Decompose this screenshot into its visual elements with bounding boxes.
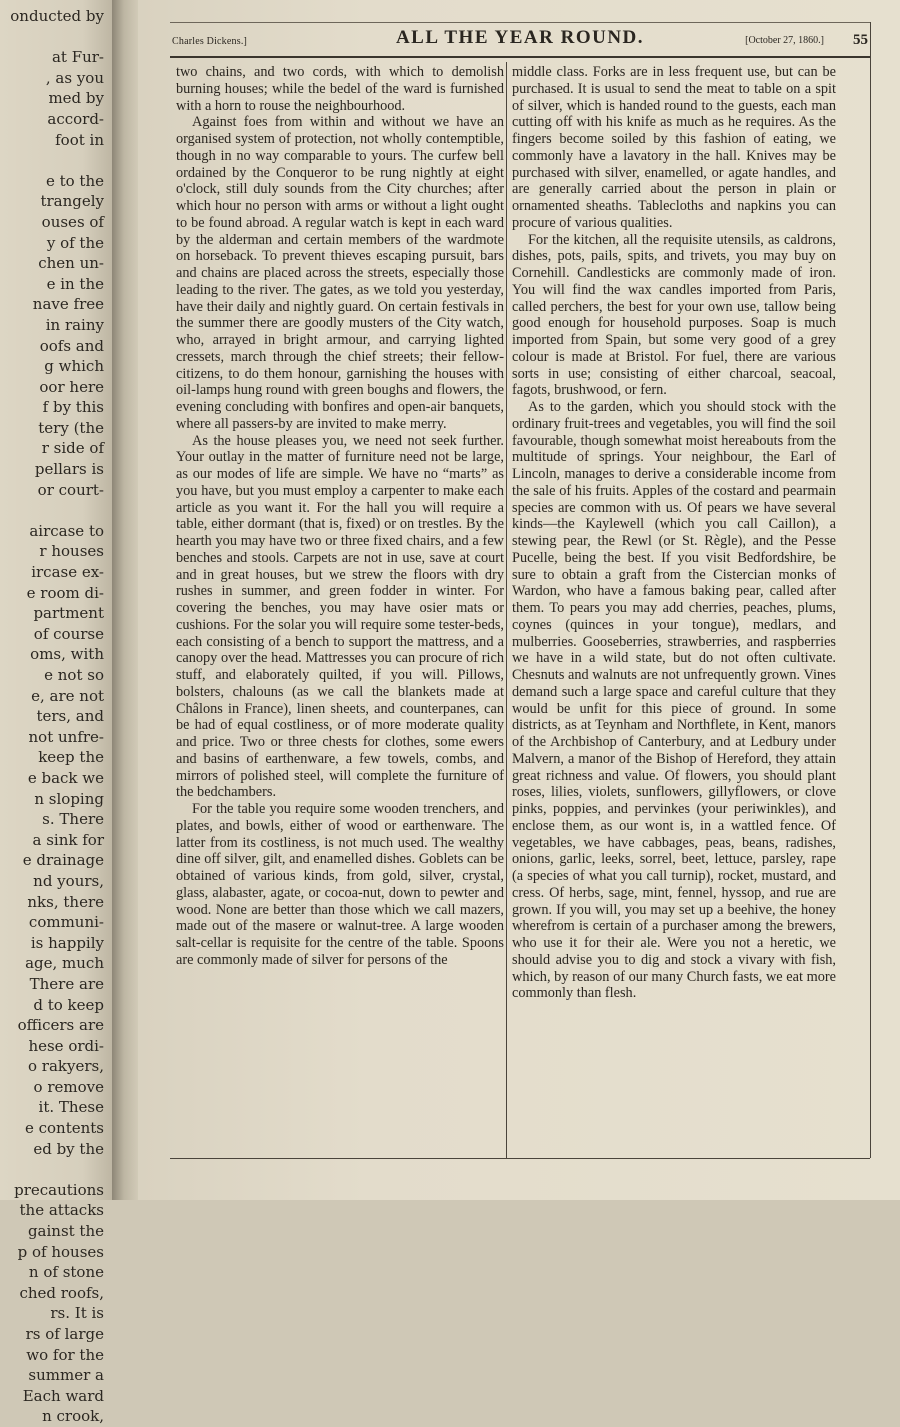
journal-title: ALL THE YEAR ROUND. bbox=[395, 27, 645, 48]
facing-page-line: onducted by bbox=[10, 7, 104, 25]
facing-page-line bbox=[0, 27, 104, 48]
facing-page-line: e not so bbox=[44, 666, 104, 684]
facing-page-line: at Fur- bbox=[51, 48, 104, 67]
facing-page-line: not unfre- bbox=[28, 727, 104, 746]
paragraph: For the kitchen, all the requisite utensils, as caldrons, dishes, pots, pails, spits, and trivets, you may buy on Cornehill. Candlesticks are commonly made of iron. You will find the wax candles imported from Paris, called perchers, the best for your own use, tallow being good enough for household purposes. Soap is much imported from Spain, but some very good of a grey colour is made at Bristol. For fuel, there are various sorts in use; consisting of either charcoal, seacoal, fagots, brushwood, or fern. bbox=[512, 231, 836, 399]
facing-page-line: aircase to bbox=[29, 521, 104, 540]
paragraph: Against foes from within and without we have an organised system of protection, not wholly contemptible, though in no way comparable to yours. The curfew bell ordained by the Conqueror to be rung nightly at eight o'clock, still duly sounds from the City churches; after which hour no person with arms or without a light ought to be found abroad. A regular watch is kept in each ward by the alderman and certain members of the wardmote on horseback. To prevent thieves escaping pursuit, bars and chains are placed across the streets, especially those leading to the river. The gates, as we told you yesterday, have their daily and nightly guard. On certain festivals in the summer there are goodly musters of the City watch, who, arrayed in bright armour, and carrying lighted cressets, march through the chief streets; their fellow-citizens, to do them honour, garnishing the houses with oil-lamps hung round with green boughs and flowers, the evening concluding with bonfires and open-air banquets, where all passers-by are invited to make merry. bbox=[176, 114, 504, 432]
facing-page-line: nks, there bbox=[27, 892, 104, 911]
facing-page-line: e drainage bbox=[22, 851, 104, 870]
facing-page-line: foot in bbox=[55, 130, 104, 149]
facing-page-line: e to the bbox=[45, 171, 104, 190]
facing-page-line: communi- bbox=[28, 913, 104, 932]
facing-page-line: of course bbox=[33, 624, 104, 643]
facing-page-line: keep the bbox=[38, 748, 104, 767]
facing-page-line: rs. It is bbox=[50, 1304, 104, 1323]
paragraph: two chains, and two cords, with which to demolish burning houses; while the bedel of the ward is furnished with a horn to rouse the neighbourhood. bbox=[176, 64, 504, 114]
book-page bbox=[138, 0, 900, 1200]
paragraph: For the table you require some wooden trenchers, and plates, and bowls, either of wood or earthenware. The latter from its costliness, is not much used. The wealthy dine off silver, gilt, and enamelled dishes. Goblets can be obtained of various kinds, from gold, silver, crystal, glass, alabaster, agate, or cocoa-nut, down to pewter and wood. None are better than those which we call mazers, made out of the masere or walnut-tree. A large wooden salt-cellar is requisite for the centre of the table. Spoons are commonly made of silver for persons of the bbox=[176, 801, 504, 968]
facing-page-line: e, are not bbox=[31, 686, 104, 705]
paragraph: middle class. Forks are in less frequent use, but can be purchased. It is usual to send the meat to table on a spit of silver, which is handed round to the guests, each man cutting off with his knife as much as he requires. As the fingers become soiled by this fashion of eating, we commonly have a lavatory in the hall. Knives may be purchased with silver, enamelled, or agate handles, and are generally carried about the person in plain or ornamented sheaths. Tablecloths and napkins you can procure of various qualities. bbox=[512, 64, 836, 231]
paragraph: As the house pleases you, we need not seek further. Your outlay in the matter of furniture need not be large, as our modes of life are simple. We have no “marts” as you have, but you must employ a carpenter to make each article as you want it. For the hall you will require a table, either dormant (that is, fixed) or on trestles. By the hearth you may have two or three fixed chairs, and a few benches and stools. Carpets are not in use, save at court and in great houses, but we strew the floors with dry rushes in summer, and green fodder in winter. For covering the benches, you may have osier mats or cushions. For the solar you will require some tester-beds, each consisting of a bench to support the mattress, and a canopy over the head. Mattresses you can procure of rich stuff, and elaborately quilted, if you will. Pillows, bolsters, chalouns (as we call the blankets made at Châlons in France), linen sheets, and counterpanes, can be had of equal costliness, or of more moderate quality and price. Two or three chests for clothes, some ewers and basins of earthenware, a few towels, combs, and mirrors of polished steel, will complete the furniture of the bedchambers. bbox=[176, 432, 504, 801]
facing-page-line: r houses bbox=[39, 542, 104, 561]
facing-page-line: There are bbox=[29, 974, 104, 993]
facing-page-line: e room di- bbox=[26, 583, 104, 602]
facing-page-line: ircase ex- bbox=[31, 563, 104, 582]
facing-page-line: o remove bbox=[33, 1077, 104, 1096]
facing-page-line: , as you bbox=[45, 68, 104, 87]
header-rule bbox=[170, 22, 870, 23]
facing-page-line: hese ordi- bbox=[28, 1036, 104, 1055]
facing-page-line bbox=[0, 500, 104, 521]
facing-page-line: pellars is bbox=[34, 460, 104, 479]
facing-page-line: e in the bbox=[46, 274, 104, 293]
facing-page-line: chen un- bbox=[38, 254, 104, 273]
facing-page-line: is happily bbox=[30, 933, 104, 952]
facing-page-line: ched roofs, bbox=[19, 1283, 104, 1302]
facing-page-line: p of houses bbox=[17, 1242, 104, 1261]
facing-page-line: oor here bbox=[39, 377, 104, 396]
facing-page-text bbox=[0, 6, 104, 1427]
bottom-rule bbox=[170, 1158, 870, 1159]
column-divider bbox=[506, 62, 507, 1158]
facing-page-line: partment bbox=[33, 604, 104, 623]
facing-page-line: n sloping bbox=[34, 789, 104, 808]
page-number: 55 bbox=[853, 32, 868, 48]
facing-page-line bbox=[0, 1159, 104, 1180]
facing-page-line: trangely bbox=[40, 192, 104, 211]
facing-page-line: oms, with bbox=[30, 645, 104, 664]
facing-page-line: ed by the bbox=[33, 1139, 104, 1158]
header-date: [October 27, 1860.] bbox=[745, 35, 824, 46]
facing-page-line: n crook, bbox=[42, 1407, 104, 1426]
facing-page-line: d to keep bbox=[33, 995, 104, 1014]
facing-page-line: oofs and bbox=[39, 336, 104, 355]
facing-page-line: or court- bbox=[37, 480, 104, 499]
facing-page-line: in rainy bbox=[45, 315, 104, 334]
facing-page-line: the attacks bbox=[19, 1201, 104, 1220]
facing-page-line: accord- bbox=[47, 109, 104, 128]
facing-page-line: a sink for bbox=[32, 830, 104, 849]
facing-page-line: f by this bbox=[42, 398, 104, 417]
paragraph: As to the garden, which you should stock with the ordinary fruit-trees and vegetables, you will find the soil favourable, though somewhat moist hereabouts from the multitude of springs. Your neighbour, the Earl of Lincoln, manages to derive a considerable income from the sale of his fruits. Apples of the costard and pearmain species are common with us. Of pears we have several kinds—the Kaylewell (which you call Caillon), a stewing pear, the Rewl (or St. Règle), and the Pesse Pucelle, being the best. If you visit Bedfordshire, be sure to obtain a graft from the Cistercian monks of Wardon, who have a famous baking pear, called after them. To pears you may add cherries, peaches, plums, coynes (quinces in your tongue), medlars, and mulberries. Gooseberries, strawberries, and raspberries we have in a wild state, but do not often cultivate. Chesnuts and walnuts are not unfrequently grown. Vines demand such a large space and careful culture that they would be unfit for this piece of ground. In some districts, as at Teynham and Northflete, in Kent, manors of the Archbishop of Canterbury, and at Ledbury under Malvern, a manor of the Bishop of Hereford, they attain great richness and value. Of flowers, you should plant roses, lilies, violets, sunflowers, gillyflowers, or clove pinks, poppies, and pervinkes (your periwinkles), and enclose them, as our wont is, in a wattled fence. Of vegetables, we have cabbages, peas, beans, radishes, onions, garlic, leeks, sorrel, beet, lettuce, parsley, rape (a species of what you call turnip), rocket, mustard, and cress. Of herbs, sage, mint, fennel, hyssop, and rue are grown. If you will, you may set up a beehive, the honey wherefrom is certain of a purchaser among the brewers, who use it for their ale. Were you not a heretic, we should advise you to dig and stock a vivary with fish, which, by reason of our many Church fasts, we eat more commonly than flesh. bbox=[512, 399, 836, 1002]
facing-page-line: n of stone bbox=[28, 1263, 104, 1282]
facing-page-line: nd yours, bbox=[33, 871, 104, 890]
header-editor: Charles Dickens.] bbox=[172, 36, 248, 47]
facing-page-line: officers are bbox=[17, 1016, 104, 1035]
facing-page-line: g which bbox=[44, 357, 104, 376]
text-column-left bbox=[176, 64, 504, 969]
facing-page-line: tery (the bbox=[38, 418, 104, 437]
page-frame-rule bbox=[870, 22, 871, 1158]
facing-page-line bbox=[0, 150, 104, 171]
facing-page-line: y of the bbox=[46, 233, 104, 252]
running-header bbox=[170, 22, 870, 58]
facing-page-line: age, much bbox=[25, 954, 104, 973]
facing-page-line: nave free bbox=[32, 295, 104, 314]
facing-page-line: e contents bbox=[24, 1119, 104, 1138]
facing-page-line: rs of large bbox=[25, 1325, 104, 1343]
facing-page-line: r side of bbox=[41, 439, 104, 458]
facing-page-strip bbox=[0, 0, 118, 1426]
facing-page-line: ters, and bbox=[36, 707, 104, 726]
facing-page-line: med by bbox=[48, 89, 104, 108]
facing-page-line: wo for the bbox=[26, 1345, 104, 1364]
facing-page-line: e back we bbox=[27, 768, 104, 787]
facing-page-line: gainst the bbox=[27, 1222, 104, 1241]
text-column-right bbox=[512, 64, 836, 1002]
facing-page-line: precautions bbox=[14, 1180, 104, 1199]
facing-page-line: Each ward bbox=[22, 1386, 104, 1405]
facing-page-line: ouses of bbox=[41, 212, 104, 231]
facing-page-line: o rakyers, bbox=[28, 1057, 104, 1076]
facing-page-line: summer a bbox=[28, 1366, 104, 1385]
facing-page-line: it. These bbox=[38, 1098, 104, 1117]
facing-page-line: s. There bbox=[42, 810, 104, 829]
